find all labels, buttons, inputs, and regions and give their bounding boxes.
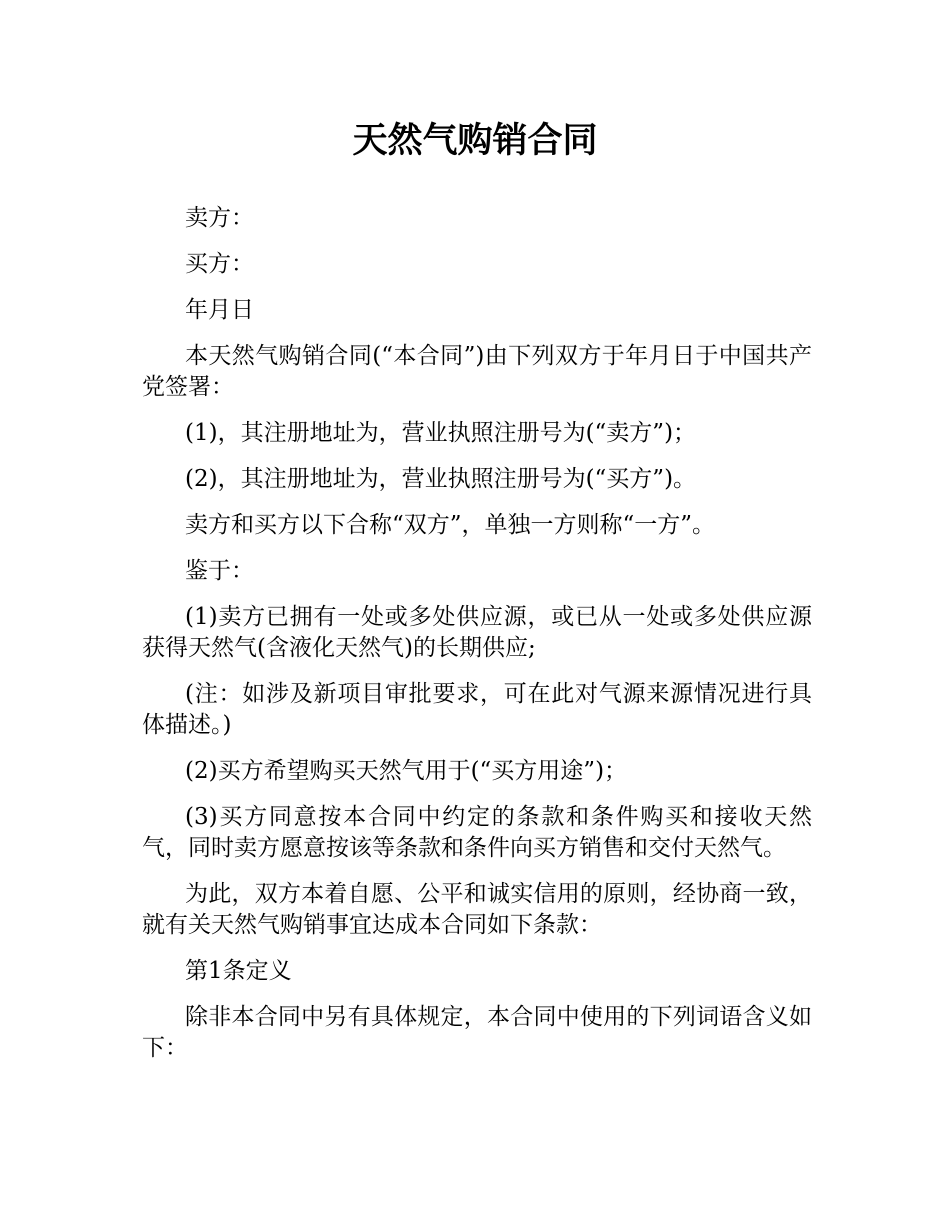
paragraph-recital-1: (1)卖方已拥有一处或多处供应源，或已从一处或多处供应源获得天然气(含液化天然气)的长期供应; <box>142 604 812 661</box>
paragraph-party-2: (2)，其注册地址为，营业执照注册号为(“买方”)。 <box>185 466 697 492</box>
paragraph-recital-3: (3)买方同意按本合同中约定的条款和条件购买和接收天然气，同时卖方愿意按该等条款和条件向买方销售和交付天然气。 <box>142 804 812 861</box>
paragraph-recital-2: (2)买方希望购买天然气用于(“买方用途”)； <box>185 758 628 784</box>
paragraph-definitions-intro: 除非本合同中另有具体规定，本合同中使用的下列词语含义如下： <box>142 1004 812 1061</box>
paragraph-preamble: 本天然气购销合同(“本合同”)由下列双方于年月日于中国共产党签署： <box>142 343 812 400</box>
paragraph-article-1-heading: 第1条定义 <box>185 958 292 984</box>
paragraph-note: (注：如涉及新项目审批要求，可在此对气源来源情况进行具体描述。) <box>142 681 812 738</box>
paragraph-parties-definition: 卖方和买方以下合称“双方”，单独一方则称“一方”。 <box>185 512 716 538</box>
paragraph-date: 年月日 <box>185 297 254 323</box>
paragraph-party-1: (1)，其注册地址为，营业执照注册号为(“卖方”)； <box>185 420 697 446</box>
paragraph-seller: 卖方： <box>185 205 254 231</box>
document-body <box>142 203 812 1079</box>
paragraph-whereas: 鉴于： <box>185 558 254 584</box>
document-title: 天然气购销合同 <box>352 121 598 161</box>
paragraph-agreement: 为此，双方本着自愿、公平和诚实信用的原则，经协商一致，就有关天然气购销事宜达成本合同如下条款： <box>142 881 812 938</box>
paragraph-buyer: 买方： <box>185 251 254 277</box>
